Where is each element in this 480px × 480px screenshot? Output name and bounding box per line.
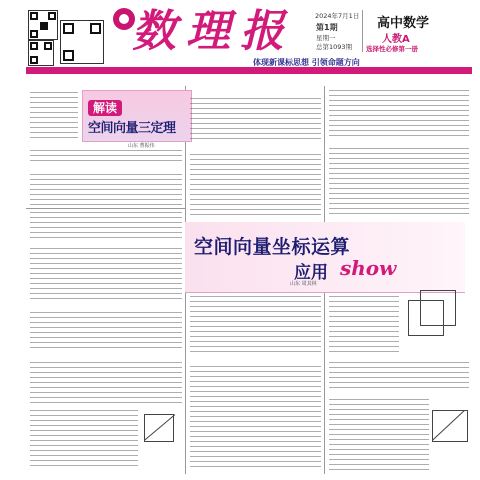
edition-label: 人教A	[382, 34, 410, 45]
paragraph-text	[30, 312, 182, 352]
paragraph-text	[30, 174, 182, 206]
feature-tag: 解读	[88, 100, 122, 116]
feature-title: 空间向量三定理	[88, 121, 176, 136]
paragraph-text	[30, 212, 182, 238]
publisher-info-strip	[26, 75, 472, 83]
feature2-show-word: show	[340, 256, 397, 280]
paragraph-text	[190, 296, 321, 356]
feature2-subtitle: 应用	[294, 263, 328, 283]
paragraph-text	[329, 148, 469, 218]
qr-code-left	[28, 10, 58, 40]
paragraph-text	[329, 296, 399, 356]
paragraph-text	[329, 399, 429, 470]
newspaper-motto: 体现新课标思想 引领命题方向	[253, 58, 360, 67]
subject-label: 高中数学	[377, 16, 430, 31]
course-label: 选择性必修第一册	[366, 45, 418, 53]
cube-figure-back	[420, 290, 456, 326]
paragraph-text	[190, 366, 321, 470]
serial-number: 总第1093期	[316, 43, 353, 51]
issue-label: 第1期	[316, 23, 338, 32]
paragraph-text	[190, 154, 321, 218]
feature-author: 山东 曹振伟	[128, 143, 155, 149]
paragraph-text	[30, 410, 138, 470]
paragraph-text	[30, 248, 182, 302]
weekday-label: 星期一	[316, 34, 336, 42]
paragraph-text	[30, 362, 182, 406]
date-line: 2024年7月1日	[315, 12, 360, 20]
prism-figure	[432, 410, 468, 442]
masthead-rule	[26, 67, 472, 74]
intro-text	[30, 92, 78, 140]
paragraph-text	[329, 90, 469, 136]
qr-code-left-lower	[28, 40, 54, 66]
feature2-author: 山东 周其林	[290, 281, 317, 287]
paragraph-text	[30, 150, 182, 164]
newspaper-title: 数理报	[132, 6, 294, 57]
paragraph-text	[190, 98, 321, 142]
feature2-title: 空间向量坐标运算	[194, 236, 351, 258]
paragraph-text	[329, 362, 469, 388]
qr-code-right	[60, 20, 104, 64]
